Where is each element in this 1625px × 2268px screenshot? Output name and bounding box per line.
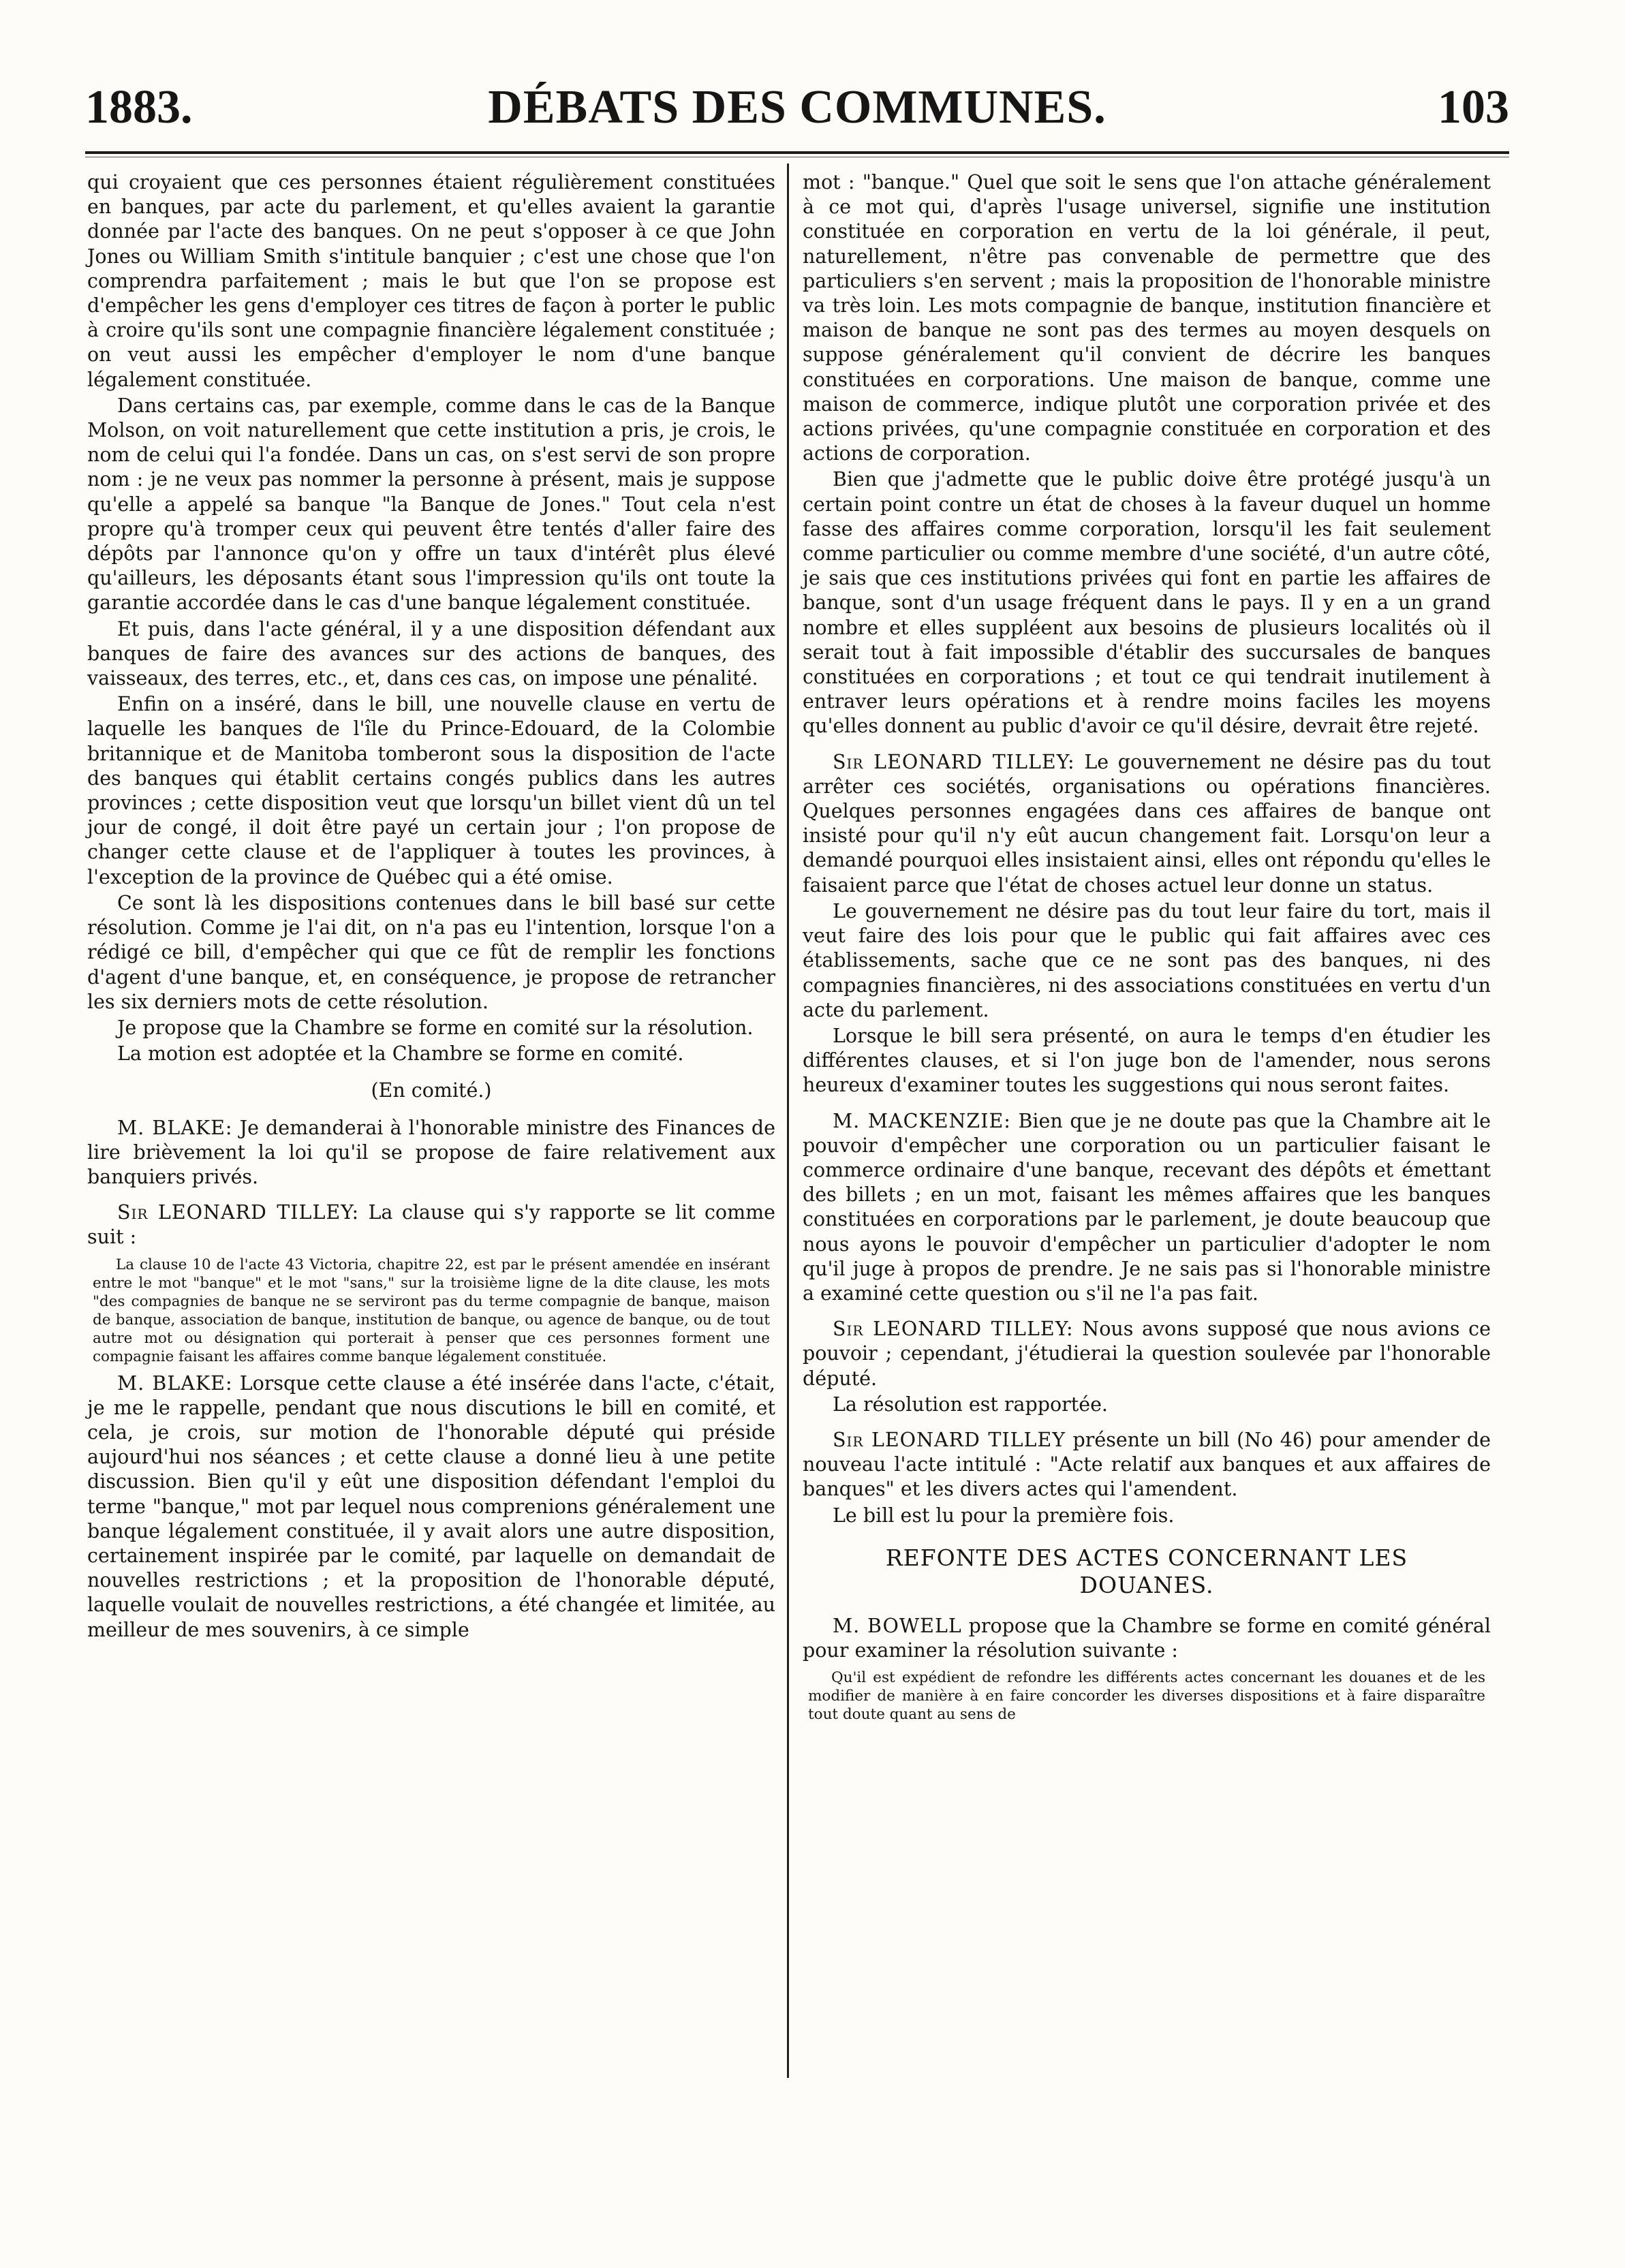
speaker-name: Sir LEONARD TILLEY: (833, 1318, 1074, 1341)
spacer (87, 1191, 775, 1200)
committee-heading: (En comité.) (371, 1079, 492, 1102)
column-divider (787, 164, 789, 2078)
header-rule (85, 151, 1509, 154)
speaker-name: M. BLAKE: (117, 1371, 233, 1395)
speaker-name: Sir LEONARD TILLEY: (833, 750, 1075, 773)
right-column (803, 170, 1491, 1729)
paragraph: Enfin on a inséré, dans le bill, une nouvelle clause en vertu de laquelle les banques de l'île du Prince-Edouard, de la Colombie britannique et de Manitoba tomberont sous la disposition de l'acte des banques qui établit certains congés publics dans les autres provinces ; cette disposition veut que lorsqu'un billet vient dû un tel jour de congé, il doit être payé un certain jour ; l'on propose de changer cette clause et de l'appliquer à toutes les provinces, à l'exception de la province de Québec qui a été omise. (87, 693, 775, 888)
spacer (803, 1100, 1491, 1109)
speech (87, 1371, 775, 1643)
speech (803, 1428, 1491, 1502)
paragraph: Lorsque le bill sera présenté, on aura le temps d'en étudier les différentes clauses, et si l'on juge bon de l'amender, nous serons heureux d'examiner toutes les suggestions qui nous seront faites. (803, 1024, 1491, 1097)
speech-text: Bien que je ne doute pas que la Chambre ait le pouvoir d'empêcher une corporation ou un particulier faisant le commerce ordinaire d'une banque, recevant des dépôts et émettant des billets ; en un mot, faisant les mêmes affaires que les banques constituées en corporations par le parlement, je doute beaucoup que nous ayons le pouvoir d'empêcher un particulier d'adopter le nom qu'il juge à propos de prendre. Je ne sais pas si l'honorable ministre a examiné cette question ou s'il ne l'a pas fait. (803, 1109, 1491, 1305)
speaker-name: Sir LEONARD TILLEY: (117, 1201, 360, 1224)
paragraph: Ce sont là les dispositions contenues dans le bill basé sur cette résolution. Comme je l'ai dit, on n'a pas eu l'intention, lorsque l'on a rédigé ce bill, d'empêcher qui que ce fût de remplir les fonctions d'agent d'une banque, et, en conséquence, je propose de retrancher les six derniers mots de cette résolution. (87, 891, 775, 1013)
paragraph: mot : "banque." Quel que soit le sens que l'on attache généralement à ce mot qui, d'après l'usage universel, signifie une institution constituée en corporation en vertu de la loi générale, il peut, naturellement, n'être pas convenable de permettre que des particuliers s'en servent ; mais la proposition de l'honorable ministre va très loin. Les mots compagnie de banque, institution financière et maison de banque ne sont pas des termes au moyen desquels on suppose généralement qu'il convient de décrire les banques constituées en corporations. Une maison de banque, comme une maison de commerce, indique plutôt une corporation privée et des actions privées, qu'une compagnie constituée en corporation et des actions de corporation. (803, 171, 1491, 465)
paragraph: Dans certains cas, par exemple, comme dans le cas de la Banque Molson, on voit naturellement que cette institution a pris, je crois, le nom de celui qui l'a fondée. Dans un cas, on s'est servi de son propre nom : je ne veux pas nommer la personne à présent, mais je suppose qu'elle a appelé sa banque "la Banque de Jones." Tout cela n'est propre qu'à tromper ceux qui peuvent être tentés d'aller faire des dépôts par l'annonce qu'on y offre un taux d'intérêt plus élevé qu'ailleurs, les déposants étant sous l'impression qu'ils ont toute la garantie accordée dans le cas d'une banque légalement constituée. (87, 394, 775, 615)
paragraph: Bien que j'admette que le public doive être protégé jusqu'à un certain point contre un état de choses à la faveur duquel un homme fasse des affaires comme corporation, lorsqu'il les fait seulement comme particulier ou comme membre d'une société, d'un autre côté, je sais que ces institutions privées qui font en partie les affaires de banque, sont d'un usage fréquent dans le pays. Il y en a un grand nombre et elles suppléent aux besoins de plusieurs localités où il serait tout à fait impossible d'établir des succursales de banques constituées en corporations ; et tout ce qui tendrait inutilement à entraver leurs opérations et à rendre moins faciles les moyens qu'elles donnent au public d'avoir ce qu'il désire, devrait être rejeté. (803, 468, 1491, 738)
speech (87, 1200, 775, 1249)
speech-text: présente un bill (No 46) pour amender de nouveau l'acte intitulé : "Acte relatif aux banques et aux affaires de banques" et les divers actes qui l'amendent. (803, 1428, 1491, 1501)
speech-text: La clause qui s'y rapporte se lit comme suit : (87, 1201, 775, 1249)
speech-text: propose que la Chambre se forme en comité général pour examiner la résolution suivante : (803, 1614, 1491, 1662)
spacer (803, 1418, 1491, 1428)
spacer (803, 1307, 1491, 1317)
speaker-name: Sir LEONARD TILLEY (833, 1428, 1066, 1451)
speech (803, 1109, 1491, 1307)
page-number: 103 (1438, 81, 1509, 134)
quoted-resolution: Qu'il est expédient de refondre les différents actes concernant les douanes et de les modifier de manière à en faire concorder les diverses dispositions et à faire disparaître tout doute quant au sens de (808, 1669, 1485, 1724)
speech (87, 1116, 775, 1190)
section-heading: REFONTE DES ACTES CONCERNANT LES DOUANES. (885, 1544, 1408, 1598)
paragraph: Le gouvernement ne désire pas du tout leur faire du tort, mais il veut faire des lois pour que le public qui fait affaires avec ces établissements, sache que ce ne sont pas des banques, ni des compagnies financières, ni des associations constituées en vertu d'un acte du parlement. (803, 899, 1491, 1021)
left-column (87, 170, 775, 1644)
paragraph: Le bill est lu pour la première fois. (833, 1504, 1175, 1527)
paragraph: Je propose que la Chambre se forme en comité sur la résolution. (117, 1016, 754, 1039)
speaker-name: M. BOWELL (833, 1614, 962, 1637)
paragraph: La résolution est rapportée. (833, 1393, 1108, 1416)
paragraph: La motion est adoptée et la Chambre se forme en comité. (117, 1042, 684, 1066)
spacer (803, 741, 1491, 750)
speech-text: Je demanderai à l'honorable ministre des Finances de lire brièvement la loi qu'il se propose de faire relativement aux banquiers privés. (87, 1116, 775, 1188)
speech (803, 1317, 1491, 1391)
speech (803, 1614, 1491, 1663)
header-year: 1883. (85, 81, 193, 134)
paragraph: qui croyaient que ces personnes étaient régulièrement constituées en banques, par acte du parlement, et qu'elles avaient la garantie donnée par l'acte des banques. On ne peut s'opposer à ce que John Jones ou William Smith s'intitule banquier ; c'est une chose que l'on comprendra parfaitement ; mais le but que l'on se propose est d'empêcher les gens d'employer ces titres de façon à porter le public à croire qu'ils sont une compagnie financière légalement constituée ; on veut aussi les empêcher d'employer le nom d'une banque légalement constituée. (87, 171, 775, 391)
speech-text: Nous avons supposé que nous avions ce pouvoir ; cependant, j'étudierai la question soulevée par l'honorable député. (803, 1318, 1491, 1390)
speech-text: Lorsque cette clause a été insérée dans l'acte, c'était, je me le rappelle, pendant que nous discutions le bill en comité, et cela, je crois, sur motion de l'honorable député qui préside aujourd'hui nos séances ; et cette clause a donné lieu à une petite discussion. Bien qu'il y eût une disposition défendant l'emploi du terme "banque," mot par lequel nous comprenions généralement une banque légalement constituée, il y avait alors une autre disposition, certainement inspirée par le comité, par laquelle on demandait de nouvelles restrictions ; et la proposition de l'honorable député, laquelle voulait de nouvelles restrictions, a été changée et limitée, au meilleur de mes souvenirs, à ce simple (87, 1371, 775, 1641)
header-title: DÉBATS DES COMMUNES. (488, 81, 1106, 134)
page-header (85, 80, 1509, 149)
quoted-clause: La clause 10 de l'acte 43 Victoria, chapitre 22, est par le présent amendée en insérant entre le mot "banque" et le mot "sans," sur la troisième ligne de la dite clause, les mots "des compagnies de banque ne se serviront pas du terme compagnie de banque, maison de banque, association de banque, institution de banque, ou agence de banque, ou de tout autre mot ou désignation qui porterait à penser que ces personnes forment une compagnie faisant les affaires comme banque légalement constituée. (93, 1256, 770, 1365)
speaker-name: M. MACKENZIE: (833, 1109, 1011, 1132)
speaker-name: M. BLAKE: (117, 1116, 233, 1139)
paragraph: Et puis, dans l'acte général, il y a une disposition défendant aux banques de faire des avances sur des actions de banques, des vaisseaux, des terres, etc., et, dans ces cas, on impose une pénalité. (87, 617, 775, 690)
speech (803, 750, 1491, 898)
speech-text: Le gouvernement ne désire pas du tout arrêter ces sociétés, organisations ou opérations financières. Quelques personnes engagées dans ces affaires de banque ont insisté pour qu'il n'y eût aucun changement fait. Lorsqu'on leur a demandé pourquoi elles insistaient ainsi, elles ont répondu qu'elles le faisaient parce que l'état de choses actuel leur donne un status. (803, 750, 1491, 897)
